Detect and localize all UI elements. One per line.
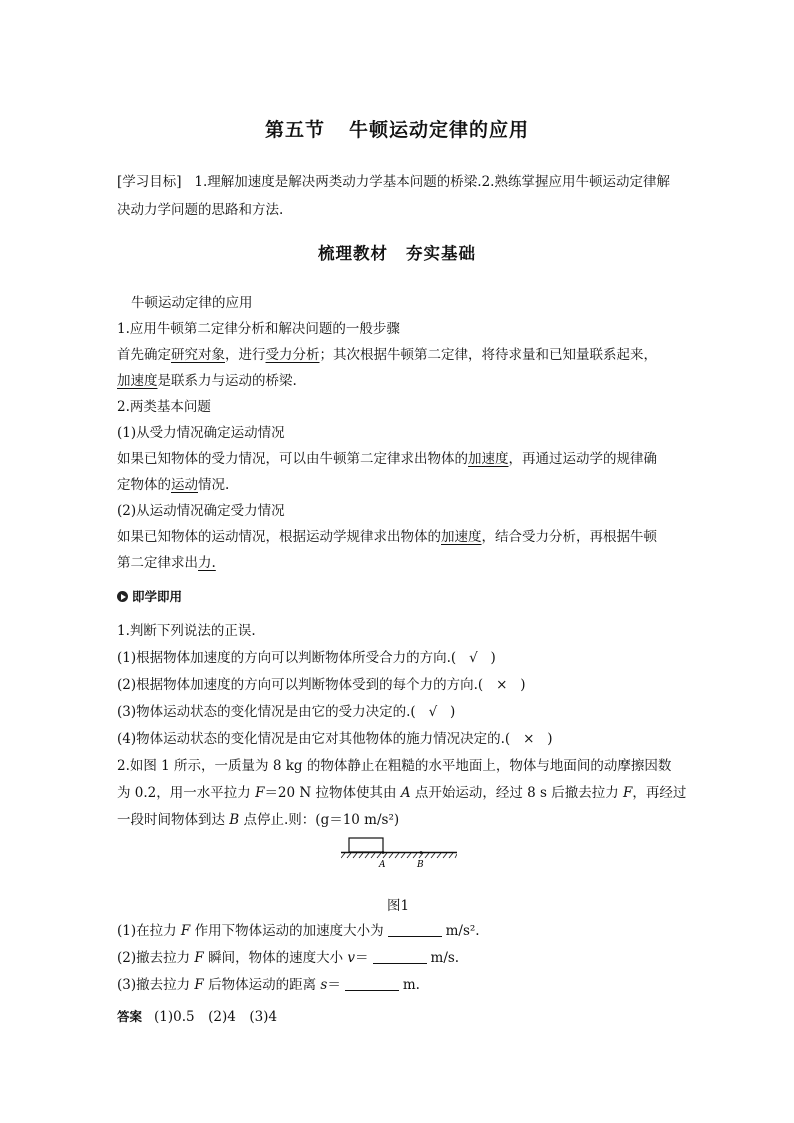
underlined-term: 加速度 [117,373,158,389]
underlined-term: 加速度 [441,529,482,545]
underlined-term: 运动 [171,477,198,493]
play-circle-icon [117,591,128,602]
content-body [117,290,687,999]
q1-item-2: (2)根据物体加速度的方向可以判断物体受到的每个力的方向.( × ) [117,677,526,693]
label-a: A [379,860,386,870]
page-title [0,115,794,142]
q1-item-1: (1)根据物体加速度的方向可以判断物体所受合力的方向.( √ ) [117,650,496,666]
step-line-2: 加速度是联系力与运动的桥梁. [117,373,297,389]
cross-mark: × [496,677,508,693]
answer-blank[interactable] [373,949,427,964]
type1-line-2: 定物体的运动情况. [117,477,230,493]
answer-row [117,1005,277,1025]
types-heading: 2.两类基本问题 [117,399,211,415]
check-mark: √ [469,650,478,666]
topic-heading: 牛顿运动定律的应用 [131,295,253,311]
q2-line-3: 一段时间物体到达 B 点停止.则：(g＝10 m/s²) [117,812,400,828]
block [349,838,383,852]
objectives-label: [学习目标] [117,174,182,190]
step-heading: 1.应用牛顿第二定律分析和解决问题的一般步骤 [117,321,400,337]
underlined-term: 力. [198,555,216,571]
practice-label-text: 即学即用 [132,589,183,604]
underlined-term: 加速度 [468,451,509,467]
point-b-marker [420,851,423,854]
underlined-term: 受力分析 [265,347,320,363]
step-line-1: 首先确定研究对象，进行受力分析；其次根据牛顿第二定律，将待求量和已知量联系起来， [117,347,657,363]
q1-heading: 1.判断下列说法的正误. [117,623,256,639]
cross-mark: × [523,731,535,747]
objectives-text: 1.理解加速度是解决两类动力学基本问题的桥梁.2.熟练掌握应用牛顿运动定律解决动力学问题的思路和方法. [117,174,670,218]
label-b: B [417,860,424,870]
type1-line-1: 如果已知物体的受力情况，可以由牛顿第二定律求出物体的加速度，再通过运动学的规律确 [117,451,657,467]
answer-text: (1)0.5 (2)4 (3)4 [154,1009,278,1025]
figure-1 [117,834,679,894]
section-heading [0,240,794,264]
type2-line-1: 如果已知物体的运动情况，根据运动学规律求出物体的加速度，结合受力分析，再根据牛顿 [117,529,657,545]
type2-heading: (2)从运动情况确定受力情况 [117,503,285,519]
figure-caption: 图1 [386,898,410,914]
title-part1: 第五节 [264,119,325,141]
answer-label: 答案 [117,1009,143,1024]
q2-line-2: 为 0.2，用一水平拉力 F＝20 N 拉物体使其由 A 点开始运动，经过 8 s 后撤去拉力 F，再经过 [117,785,687,801]
answer-blank[interactable] [388,922,442,937]
q1-item-3: (3)物体运动状态的变化情况是由它的受力决定的.( √ ) [117,704,456,720]
q1-item-4: (4)物体运动状态的变化情况是由它对其他物体的施力情况决定的.( × ) [117,731,553,747]
sub-question-2: (2)撤去拉力 F 瞬间，物体的速度大小 v＝ m/s. [117,950,460,966]
practice-label [117,584,679,610]
block-on-ground-diagram [341,836,457,894]
section-heading-part1: 梳理教材 [318,244,388,263]
learning-objectives [117,168,679,224]
sub-question-3: (3)撤去拉力 F 后物体运动的距离 s＝ m. [117,977,420,993]
type2-line-2: 第二定律求出力. [117,555,216,571]
ground-hatching [341,853,457,858]
check-mark: √ [428,704,438,720]
section-heading-part2: 夯实基础 [406,244,476,263]
title-part2: 牛顿运动定律的应用 [349,119,530,141]
sub-question-1: (1)在拉力 F 作用下物体运动的加速度大小为 m/s². [117,923,480,939]
underlined-term: 研究对象 [171,347,225,363]
point-a-marker [382,851,385,854]
type1-heading: (1)从受力情况确定运动情况 [117,425,285,441]
q2-line-1: 2.如图 1 所示，一质量为 8 kg 的物体静止在粗糙的水平地面上，物体与地面间的动摩擦因数 [117,758,672,774]
answer-blank[interactable] [345,976,399,991]
